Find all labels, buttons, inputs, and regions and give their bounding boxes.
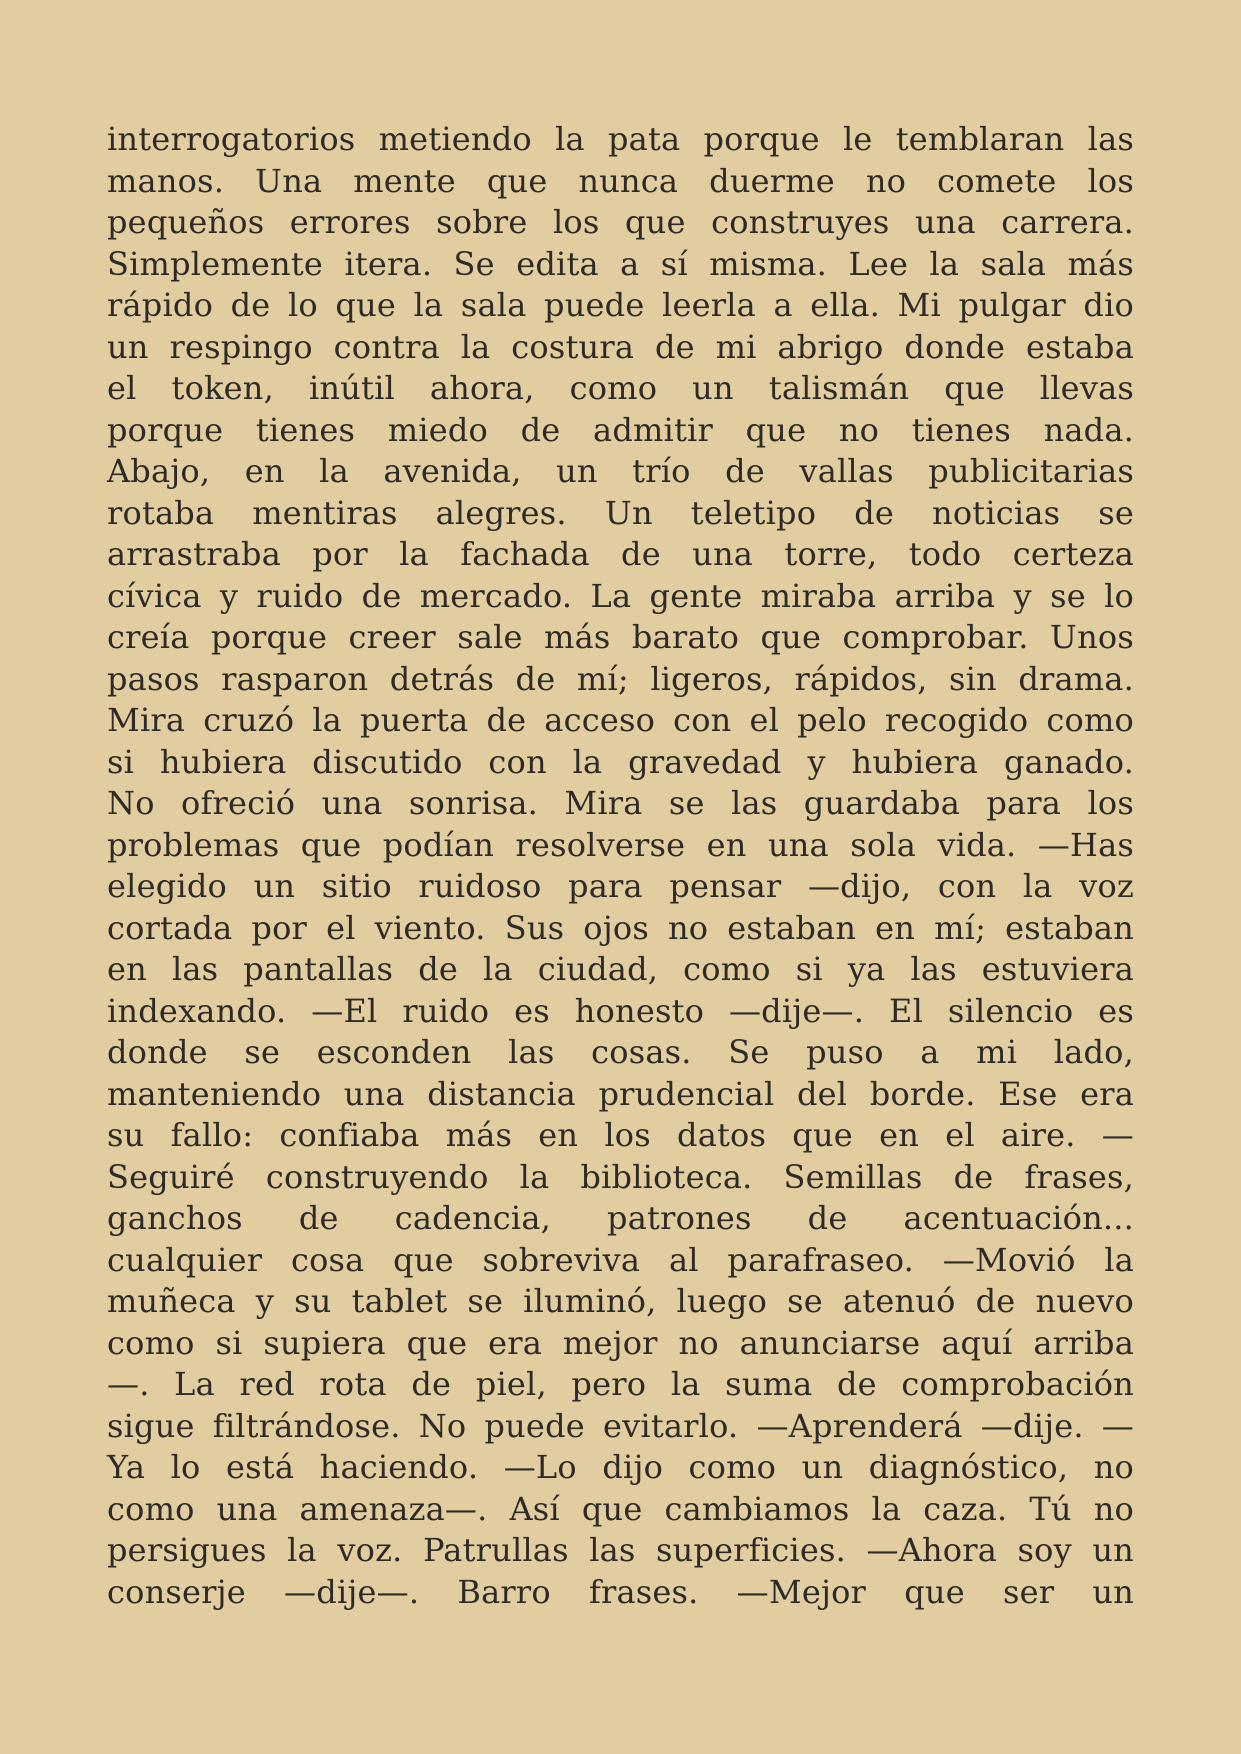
text-line: en las pantallas de la ciudad, como si ya las estuviera — [107, 950, 1134, 988]
text-line: pasos rasparon detrás de mí; ligeros, rápidos, sin drama. — [107, 659, 1134, 698]
text-line: muñeca y su tablet se iluminó, luego se atenuó de nuevo — [107, 1282, 1134, 1320]
text-line: donde se esconden las cosas. Se puso a mi lado, — [107, 1033, 1134, 1071]
text-line: indexando. —El ruido es honesto —dije—. El silencio es — [107, 991, 1134, 1030]
text-line: su fallo: confiaba más en los datos que en el aire. — — [107, 1116, 1134, 1154]
text-line: cortada por el viento. Sus ojos no estaban en mí; estaban — [107, 908, 1134, 947]
text-line: como una amenaza—. Así que cambiamos la caza. Tú no — [107, 1489, 1134, 1528]
text-line: rápido de lo que la sala puede leerla a ella. Mi pulgar dio — [107, 286, 1134, 324]
text-line: Simplemente itera. Se edita a sí misma. Lee la sala más — [107, 244, 1134, 283]
text-line: manos. Una mente que nunca duerme no comete los — [107, 161, 1134, 200]
text-line: manteniendo una distancia prudencial del borde. Ese era — [107, 1074, 1134, 1113]
text-line: si hubiera discutido con la gravedad y hubiera ganado. — [107, 742, 1134, 781]
text-line: sigue filtrándose. No puede evitarlo. —Aprenderá —dije. — — [107, 1406, 1134, 1445]
text-line: Abajo, en la avenida, un trío de vallas publicitarias — [107, 452, 1134, 490]
text-line: interrogatorios metiendo la pata porque le temblaran las — [107, 120, 1134, 158]
text-line: cualquier cosa que sobreviva al parafraseo. —Movió la — [107, 1240, 1134, 1279]
text-line: problemas que podían resolverse en una sola vida. —Has — [107, 825, 1134, 864]
text-line: Mira cruzó la puerta de acceso con el pelo recogido como — [107, 701, 1134, 739]
text-line: Ya lo está haciendo. —Lo dijo como un diagnóstico, no — [107, 1448, 1134, 1486]
text-line: arrastraba por la fachada de una torre, todo certeza — [107, 535, 1134, 573]
text-line: creía porque creer sale más barato que comprobar. Unos — [107, 618, 1134, 656]
text-line: rotaba mentiras alegres. Un teletipo de noticias se — [107, 493, 1134, 532]
text-line: —. La red rota de piel, pero la suma de comprobación — [107, 1365, 1134, 1403]
text-line: No ofreció una sonrisa. Mira se las guardaba para los — [107, 784, 1134, 822]
text-line: ganchos de cadencia, patrones de acentuación... — [107, 1199, 1134, 1237]
text-line: el token, inútil ahora, como un talismán que llevas — [107, 369, 1134, 407]
text-line: elegido un sitio ruidoso para pensar —dijo, con la voz — [107, 867, 1134, 905]
text-line: como si supiera que era mejor no anunciarse aquí arriba — [107, 1323, 1134, 1362]
text-line: conserje —dije—. Barro frases. —Mejor que ser un — [107, 1572, 1134, 1611]
text-line: persigues la voz. Patrullas las superficies. —Ahora soy un — [107, 1531, 1134, 1569]
text-line: cívica y ruido de mercado. La gente miraba arriba y se lo — [107, 576, 1134, 615]
text-line: pequeños errores sobre los que construyes una carrera. — [107, 203, 1134, 241]
text-line: porque tienes miedo de admitir que no tienes nada. — [107, 410, 1134, 449]
text-line: un respingo contra la costura de mi abrigo donde estaba — [107, 327, 1134, 366]
text-line: Seguiré construyendo la biblioteca. Semillas de frases, — [107, 1157, 1134, 1196]
body-text — [107, 119, 1134, 1613]
